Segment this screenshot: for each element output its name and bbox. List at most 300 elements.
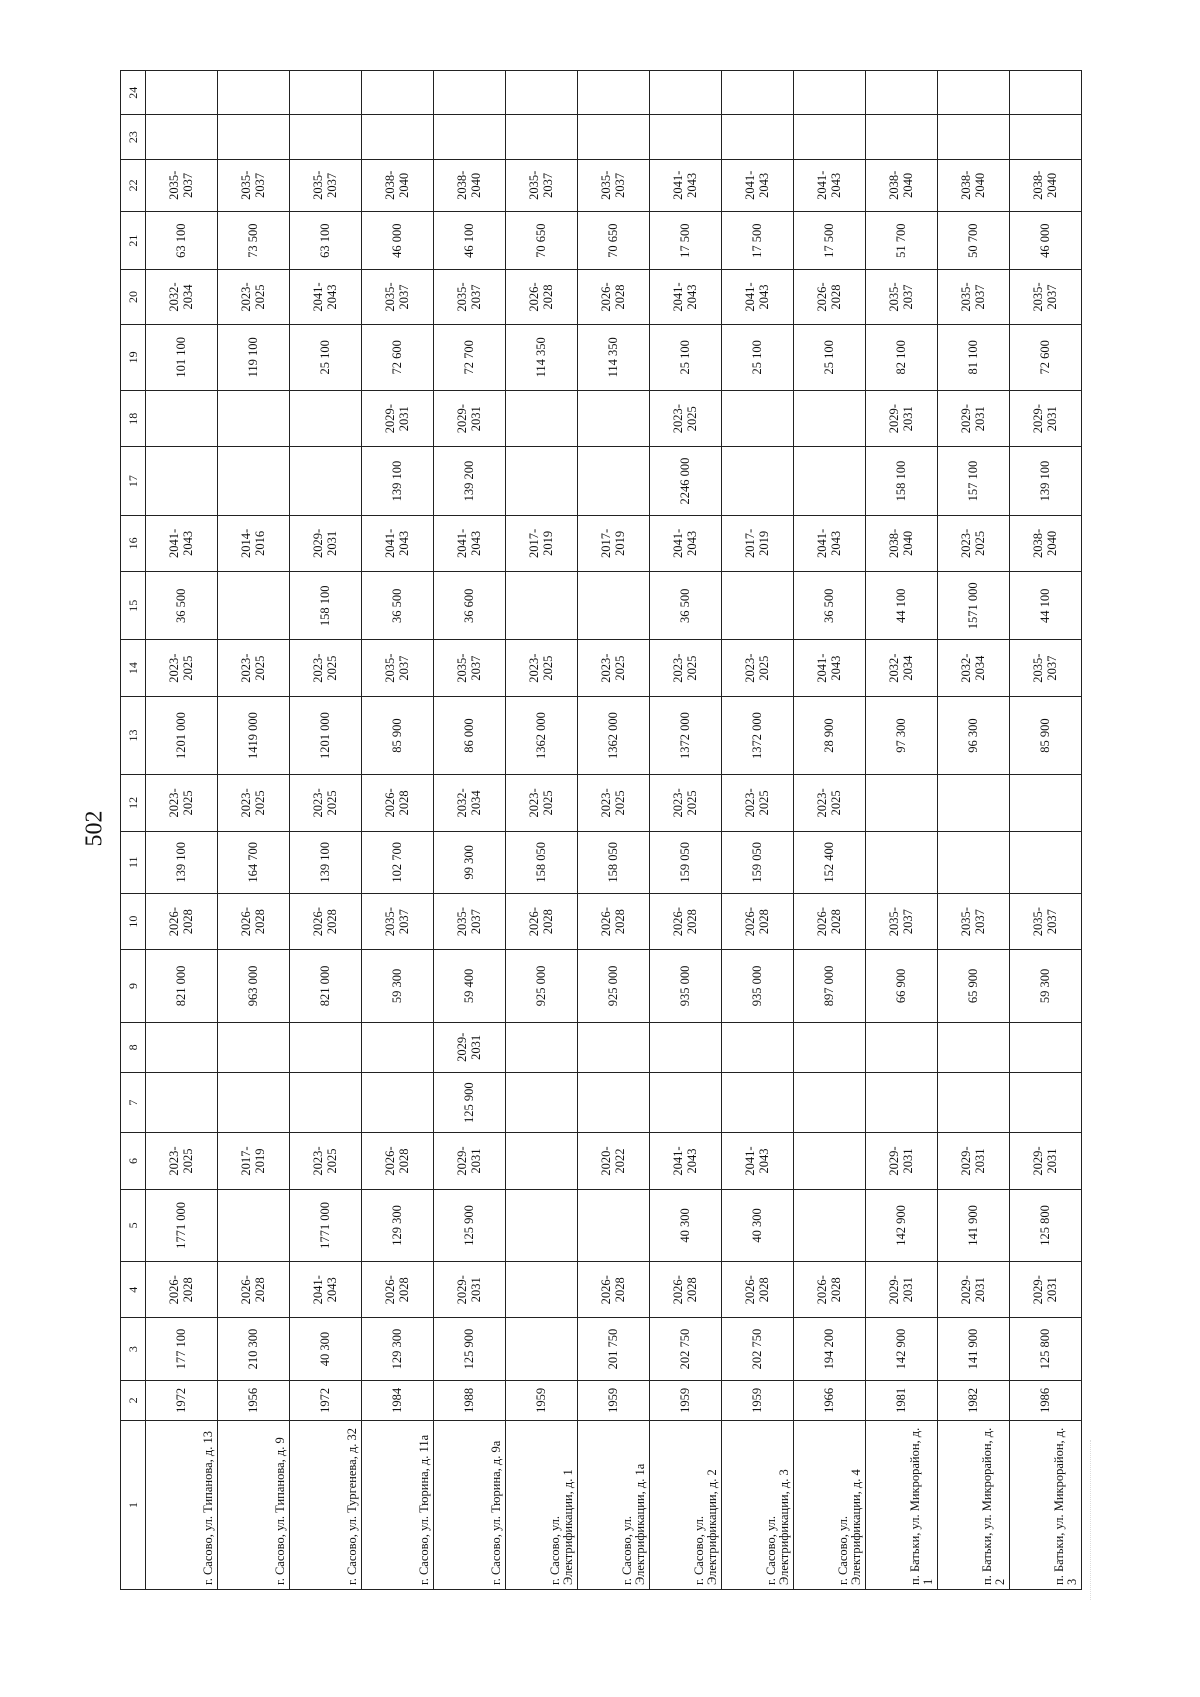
period-cell: 2038-2040 xyxy=(434,159,506,211)
table-cell: 44 100 xyxy=(866,572,938,640)
table-cell: 114 350 xyxy=(506,324,578,390)
period-cell: 2041-2043 xyxy=(794,515,866,571)
table-cell: 63 100 xyxy=(146,211,218,269)
table-cell: 1959 xyxy=(722,1380,794,1420)
period-cell: 2026-2028 xyxy=(218,893,290,949)
table-cell: 51 700 xyxy=(866,211,938,269)
address-cell: п. Батьки, ул. Микрорайон, д. 2 xyxy=(938,1421,1010,1590)
table-cell: 1201 000 xyxy=(146,696,218,774)
table-cell: 1362 000 xyxy=(578,696,650,774)
period-cell: 2041-2043 xyxy=(650,1133,722,1189)
table-cell xyxy=(578,572,650,640)
table-cell: 36 600 xyxy=(434,572,506,640)
period-cell: 2023-2025 xyxy=(578,640,650,696)
table-cell: 1959 xyxy=(650,1380,722,1420)
table-cell xyxy=(290,447,362,515)
table-cell: 17 500 xyxy=(650,211,722,269)
table-cell: 159 050 xyxy=(650,831,722,893)
table-cell xyxy=(218,1072,290,1132)
table-cell xyxy=(434,71,506,115)
table-cell xyxy=(362,115,434,159)
table-cell: 152 400 xyxy=(794,831,866,893)
table-cell xyxy=(938,1022,1010,1072)
table-cell: 1959 xyxy=(506,1380,578,1420)
table-cell: 139 100 xyxy=(146,831,218,893)
column-number-row xyxy=(121,71,146,1590)
table-cell xyxy=(506,1072,578,1132)
table-cell xyxy=(1010,1072,1082,1132)
period-cell: 2032-2034 xyxy=(146,270,218,324)
table-cell xyxy=(794,391,866,447)
period-cell: 2029-2031 xyxy=(1010,391,1082,447)
table-cell: 72 700 xyxy=(434,324,506,390)
table-cell xyxy=(794,71,866,115)
column-number: 9 xyxy=(121,950,146,1022)
table-cell xyxy=(866,1072,938,1132)
table-cell: 157 100 xyxy=(938,447,1010,515)
table-cell: 1984 xyxy=(362,1380,434,1420)
period-cell: 2029-2031 xyxy=(866,391,938,447)
period-cell: 2035-2037 xyxy=(866,270,938,324)
table-cell: 1972 xyxy=(146,1380,218,1420)
table-cell xyxy=(722,71,794,115)
table-cell: 25 100 xyxy=(722,324,794,390)
period-cell: 2026-2028 xyxy=(722,1262,794,1318)
table-cell: 202 750 xyxy=(650,1318,722,1380)
period-cell: 2035-2037 xyxy=(218,159,290,211)
period-cell: 2026-2028 xyxy=(650,1262,722,1318)
period-cell: 2041-2043 xyxy=(146,515,218,571)
table-cell xyxy=(506,447,578,515)
table-cell: 119 100 xyxy=(218,324,290,390)
address-cell: г. Сасово, ул. Типанова, д. 13 xyxy=(146,1421,218,1590)
table-cell: 139 100 xyxy=(290,831,362,893)
table-cell xyxy=(866,775,938,831)
table-row xyxy=(146,71,218,1590)
period-cell: 2023-2025 xyxy=(722,640,794,696)
table-cell xyxy=(578,115,650,159)
period-cell: 2023-2025 xyxy=(146,640,218,696)
period-cell: 2041-2043 xyxy=(794,640,866,696)
table-cell: 70 650 xyxy=(578,211,650,269)
table-cell xyxy=(290,1022,362,1072)
period-cell: 2041-2043 xyxy=(290,1262,362,1318)
table-cell xyxy=(506,1262,578,1318)
period-cell: 2017-2019 xyxy=(578,515,650,571)
table-row xyxy=(218,71,290,1590)
table-cell xyxy=(218,447,290,515)
period-cell: 2038-2040 xyxy=(1010,515,1082,571)
table-cell: 935 000 xyxy=(650,950,722,1022)
table-cell: 1956 xyxy=(218,1380,290,1420)
table-cell xyxy=(290,1072,362,1132)
column-number: 20 xyxy=(121,270,146,324)
table-cell xyxy=(218,572,290,640)
table-cell xyxy=(722,1022,794,1072)
table-cell xyxy=(146,1022,218,1072)
table-cell: 72 600 xyxy=(362,324,434,390)
table-cell xyxy=(578,1189,650,1261)
period-cell: 2029-2031 xyxy=(362,391,434,447)
table-cell xyxy=(650,115,722,159)
table-cell: 141 900 xyxy=(938,1318,1010,1380)
table-cell: 40 300 xyxy=(722,1189,794,1261)
table-cell: 821 000 xyxy=(146,950,218,1022)
table-cell xyxy=(146,115,218,159)
period-cell: 2023-2025 xyxy=(650,391,722,447)
table-cell: 101 100 xyxy=(146,324,218,390)
table-cell: 97 300 xyxy=(866,696,938,774)
table-cell xyxy=(938,115,1010,159)
table-cell xyxy=(506,391,578,447)
table-row xyxy=(722,71,794,1590)
table-cell xyxy=(506,1318,578,1380)
table-cell: 36 500 xyxy=(794,572,866,640)
table-cell: 66 900 xyxy=(866,950,938,1022)
table-cell: 46 100 xyxy=(434,211,506,269)
scan-artifact xyxy=(1090,1440,1105,1600)
table-row xyxy=(938,71,1010,1590)
table-cell: 158 050 xyxy=(506,831,578,893)
table-cell xyxy=(362,1022,434,1072)
table-cell xyxy=(290,391,362,447)
table-cell xyxy=(938,831,1010,893)
table-cell: 1571 000 xyxy=(938,572,1010,640)
table-cell: 17 500 xyxy=(794,211,866,269)
table-cell: 142 900 xyxy=(866,1318,938,1380)
table-cell: 210 300 xyxy=(218,1318,290,1380)
table-cell: 125 900 xyxy=(434,1189,506,1261)
period-cell: 2029-2031 xyxy=(866,1133,938,1189)
column-number: 3 xyxy=(121,1318,146,1380)
address-cell: г. Сасово, ул. Тургенева, д. 32 xyxy=(290,1421,362,1590)
address-cell: г. Сасово, ул. Тюрина, д. 9а xyxy=(434,1421,506,1590)
period-cell: 2029-2031 xyxy=(866,1262,938,1318)
table-cell: 202 750 xyxy=(722,1318,794,1380)
table-cell xyxy=(938,1072,1010,1132)
period-cell: 2035-2037 xyxy=(362,270,434,324)
table-row xyxy=(506,71,578,1590)
table-cell: 96 300 xyxy=(938,696,1010,774)
period-cell: 2029-2031 xyxy=(938,391,1010,447)
table-cell: 925 000 xyxy=(578,950,650,1022)
table-cell: 141 900 xyxy=(938,1189,1010,1261)
period-cell: 2023-2025 xyxy=(506,775,578,831)
table-cell xyxy=(578,447,650,515)
period-cell: 2035-2037 xyxy=(362,893,434,949)
period-cell: 2026-2028 xyxy=(578,270,650,324)
table-cell: 1771 000 xyxy=(146,1189,218,1261)
table-cell: 1372 000 xyxy=(722,696,794,774)
table-cell xyxy=(1010,775,1082,831)
table-cell: 102 700 xyxy=(362,831,434,893)
period-cell: 2023-2025 xyxy=(722,775,794,831)
table-cell xyxy=(722,115,794,159)
table-row xyxy=(434,71,506,1590)
period-cell: 2026-2028 xyxy=(290,893,362,949)
period-cell: 2038-2040 xyxy=(866,515,938,571)
table-cell xyxy=(578,1072,650,1132)
period-cell: 2041-2043 xyxy=(794,159,866,211)
column-number: 6 xyxy=(121,1133,146,1189)
table-cell xyxy=(794,115,866,159)
period-cell: 2026-2028 xyxy=(794,893,866,949)
period-cell: 2029-2031 xyxy=(434,1133,506,1189)
table-cell: 59 300 xyxy=(1010,950,1082,1022)
table-cell: 164 700 xyxy=(218,831,290,893)
period-cell: 2041-2043 xyxy=(650,159,722,211)
table-cell: 125 900 xyxy=(434,1072,506,1132)
table-row xyxy=(866,71,938,1590)
table-cell xyxy=(794,1133,866,1189)
table-row xyxy=(290,71,362,1590)
period-cell: 2035-2037 xyxy=(1010,893,1082,949)
period-cell: 2026-2028 xyxy=(146,1262,218,1318)
period-cell: 2020-2022 xyxy=(578,1133,650,1189)
table-cell xyxy=(938,775,1010,831)
period-cell: 2035-2037 xyxy=(146,159,218,211)
table-cell xyxy=(218,391,290,447)
period-cell: 2035-2037 xyxy=(434,270,506,324)
period-cell: 2041-2043 xyxy=(650,270,722,324)
table-cell: 40 300 xyxy=(290,1318,362,1380)
table-cell xyxy=(146,391,218,447)
table-cell xyxy=(794,1189,866,1261)
column-number: 21 xyxy=(121,211,146,269)
column-number: 16 xyxy=(121,515,146,571)
table-cell xyxy=(650,1022,722,1072)
period-cell: 2023-2025 xyxy=(218,775,290,831)
column-number: 2 xyxy=(121,1380,146,1420)
table-cell xyxy=(722,447,794,515)
column-number: 11 xyxy=(121,831,146,893)
table-cell xyxy=(650,1072,722,1132)
period-cell: 2026-2028 xyxy=(578,893,650,949)
period-cell: 2026-2028 xyxy=(218,1262,290,1318)
period-cell: 2029-2031 xyxy=(938,1133,1010,1189)
table-cell xyxy=(218,1022,290,1072)
table-cell: 25 100 xyxy=(794,324,866,390)
period-cell: 2035-2037 xyxy=(938,270,1010,324)
table-cell: 85 900 xyxy=(1010,696,1082,774)
rotated-table-wrapper xyxy=(120,70,1082,1590)
period-cell: 2029-2031 xyxy=(1010,1262,1082,1318)
address-cell: п. Батьки, ул. Микрорайон, д. 3 xyxy=(1010,1421,1082,1590)
table-cell xyxy=(1010,71,1082,115)
table-row xyxy=(578,71,650,1590)
table-cell: 897 000 xyxy=(794,950,866,1022)
table-cell: 86 000 xyxy=(434,696,506,774)
period-cell: 2017-2019 xyxy=(506,515,578,571)
period-cell: 2026-2028 xyxy=(506,270,578,324)
table-cell: 1419 000 xyxy=(218,696,290,774)
period-cell: 2023-2025 xyxy=(290,640,362,696)
table-cell: 50 700 xyxy=(938,211,1010,269)
column-number: 14 xyxy=(121,640,146,696)
table-cell xyxy=(218,71,290,115)
period-cell: 2026-2028 xyxy=(578,1262,650,1318)
table-cell: 158 100 xyxy=(290,572,362,640)
table-cell: 139 100 xyxy=(1010,447,1082,515)
table-cell: 81 100 xyxy=(938,324,1010,390)
period-cell: 2038-2040 xyxy=(938,159,1010,211)
period-cell: 2026-2028 xyxy=(794,1262,866,1318)
column-number: 23 xyxy=(121,115,146,159)
table-cell: 25 100 xyxy=(290,324,362,390)
table-cell xyxy=(866,115,938,159)
period-cell: 2041-2043 xyxy=(722,1133,794,1189)
period-cell: 2023-2025 xyxy=(650,775,722,831)
table-cell: 158 100 xyxy=(866,447,938,515)
period-cell: 2041-2043 xyxy=(722,159,794,211)
table-cell xyxy=(218,115,290,159)
table-cell: 46 000 xyxy=(362,211,434,269)
period-cell: 2038-2040 xyxy=(866,159,938,211)
table-row xyxy=(794,71,866,1590)
table-cell: 25 100 xyxy=(650,324,722,390)
period-cell: 2041-2043 xyxy=(650,515,722,571)
table-cell: 85 900 xyxy=(362,696,434,774)
period-cell: 2032-2034 xyxy=(434,775,506,831)
table-cell: 821 000 xyxy=(290,950,362,1022)
table-cell xyxy=(506,115,578,159)
period-cell: 2035-2037 xyxy=(578,159,650,211)
table-row xyxy=(650,71,722,1590)
period-cell: 2035-2037 xyxy=(434,640,506,696)
table-cell xyxy=(506,71,578,115)
table-cell: 1981 xyxy=(866,1380,938,1420)
table-cell: 70 650 xyxy=(506,211,578,269)
table-cell: 177 100 xyxy=(146,1318,218,1380)
period-cell: 2029-2031 xyxy=(434,1262,506,1318)
address-cell: г. Сасово, ул. Типанова, д. 9 xyxy=(218,1421,290,1590)
period-cell: 2035-2037 xyxy=(290,159,362,211)
table-cell xyxy=(434,115,506,159)
column-number: 8 xyxy=(121,1022,146,1072)
column-number: 5 xyxy=(121,1189,146,1261)
table-cell: 99 300 xyxy=(434,831,506,893)
table-cell xyxy=(146,71,218,115)
table-cell: 44 100 xyxy=(1010,572,1082,640)
table-cell: 40 300 xyxy=(650,1189,722,1261)
table-cell: 59 300 xyxy=(362,950,434,1022)
table-cell: 1966 xyxy=(794,1380,866,1420)
table-cell xyxy=(362,1072,434,1132)
address-cell: г. Сасово, ул. Электрификации, д. 4 xyxy=(794,1421,866,1590)
period-cell: 2014-2016 xyxy=(218,515,290,571)
table-cell xyxy=(506,1189,578,1261)
period-cell: 2041-2043 xyxy=(290,270,362,324)
period-cell: 2035-2037 xyxy=(866,893,938,949)
table-cell: 125 800 xyxy=(1010,1318,1082,1380)
period-cell: 2023-2025 xyxy=(218,640,290,696)
table-cell: 1959 xyxy=(578,1380,650,1420)
period-cell: 2023-2025 xyxy=(290,1133,362,1189)
table-cell xyxy=(506,572,578,640)
period-cell: 2017-2019 xyxy=(218,1133,290,1189)
period-cell: 2026-2028 xyxy=(362,1133,434,1189)
table-cell xyxy=(578,71,650,115)
table-cell xyxy=(722,391,794,447)
column-number: 10 xyxy=(121,893,146,949)
period-cell: 2032-2034 xyxy=(866,640,938,696)
table-cell: 46 000 xyxy=(1010,211,1082,269)
table-row xyxy=(1010,71,1082,1590)
period-cell: 2041-2043 xyxy=(722,270,794,324)
table-cell xyxy=(506,1133,578,1189)
period-cell: 2023-2025 xyxy=(794,775,866,831)
period-cell: 2035-2037 xyxy=(434,893,506,949)
column-number: 13 xyxy=(121,696,146,774)
period-cell: 2026-2028 xyxy=(362,1262,434,1318)
table-cell xyxy=(866,1022,938,1072)
column-number: 17 xyxy=(121,447,146,515)
table-cell: 935 000 xyxy=(722,950,794,1022)
period-cell: 2041-2043 xyxy=(434,515,506,571)
table-cell xyxy=(794,1022,866,1072)
period-cell: 2023-2025 xyxy=(650,640,722,696)
column-number: 7 xyxy=(121,1072,146,1132)
address-cell: г. Сасово, ул. Электрификации, д. 1а xyxy=(578,1421,650,1590)
period-cell: 2026-2028 xyxy=(146,893,218,949)
table-cell xyxy=(290,71,362,115)
period-cell: 2026-2028 xyxy=(362,775,434,831)
column-number: 22 xyxy=(121,159,146,211)
column-number: 24 xyxy=(121,71,146,115)
table-cell: 159 050 xyxy=(722,831,794,893)
table-cell: 73 500 xyxy=(218,211,290,269)
table-cell xyxy=(578,391,650,447)
table-cell xyxy=(1010,115,1082,159)
table-cell: 1986 xyxy=(1010,1380,1082,1420)
address-cell: г. Сасово, ул. Тюрина, д. 11а xyxy=(362,1421,434,1590)
table-cell: 59 400 xyxy=(434,950,506,1022)
table-cell: 63 100 xyxy=(290,211,362,269)
period-cell: 2023-2025 xyxy=(218,270,290,324)
table-cell: 925 000 xyxy=(506,950,578,1022)
table-cell: 1988 xyxy=(434,1380,506,1420)
table-cell xyxy=(146,1072,218,1132)
column-number: 1 xyxy=(121,1421,146,1590)
table-cell xyxy=(650,71,722,115)
table-cell: 114 350 xyxy=(578,324,650,390)
period-cell: 2038-2040 xyxy=(1010,159,1082,211)
period-cell: 2035-2037 xyxy=(1010,640,1082,696)
capital-repair-table xyxy=(120,70,1082,1590)
column-number: 18 xyxy=(121,391,146,447)
table-cell: 139 200 xyxy=(434,447,506,515)
period-cell: 2023-2025 xyxy=(290,775,362,831)
table-cell xyxy=(506,1022,578,1072)
table-cell: 201 750 xyxy=(578,1318,650,1380)
period-cell: 2038-2040 xyxy=(362,159,434,211)
period-cell: 2026-2028 xyxy=(506,893,578,949)
table-cell xyxy=(1010,831,1082,893)
table-cell: 139 100 xyxy=(362,447,434,515)
table-cell xyxy=(866,71,938,115)
table-cell: 129 300 xyxy=(362,1189,434,1261)
period-cell: 2026-2028 xyxy=(650,893,722,949)
table-cell xyxy=(290,115,362,159)
period-cell: 2026-2028 xyxy=(722,893,794,949)
period-cell: 2017-2019 xyxy=(722,515,794,571)
table-cell xyxy=(362,71,434,115)
table-cell: 65 900 xyxy=(938,950,1010,1022)
table-cell: 2246 000 xyxy=(650,447,722,515)
table-cell: 1362 000 xyxy=(506,696,578,774)
table-cell: 158 050 xyxy=(578,831,650,893)
address-cell: п. Батьки, ул. Микрорайон, д. 1 xyxy=(866,1421,938,1590)
